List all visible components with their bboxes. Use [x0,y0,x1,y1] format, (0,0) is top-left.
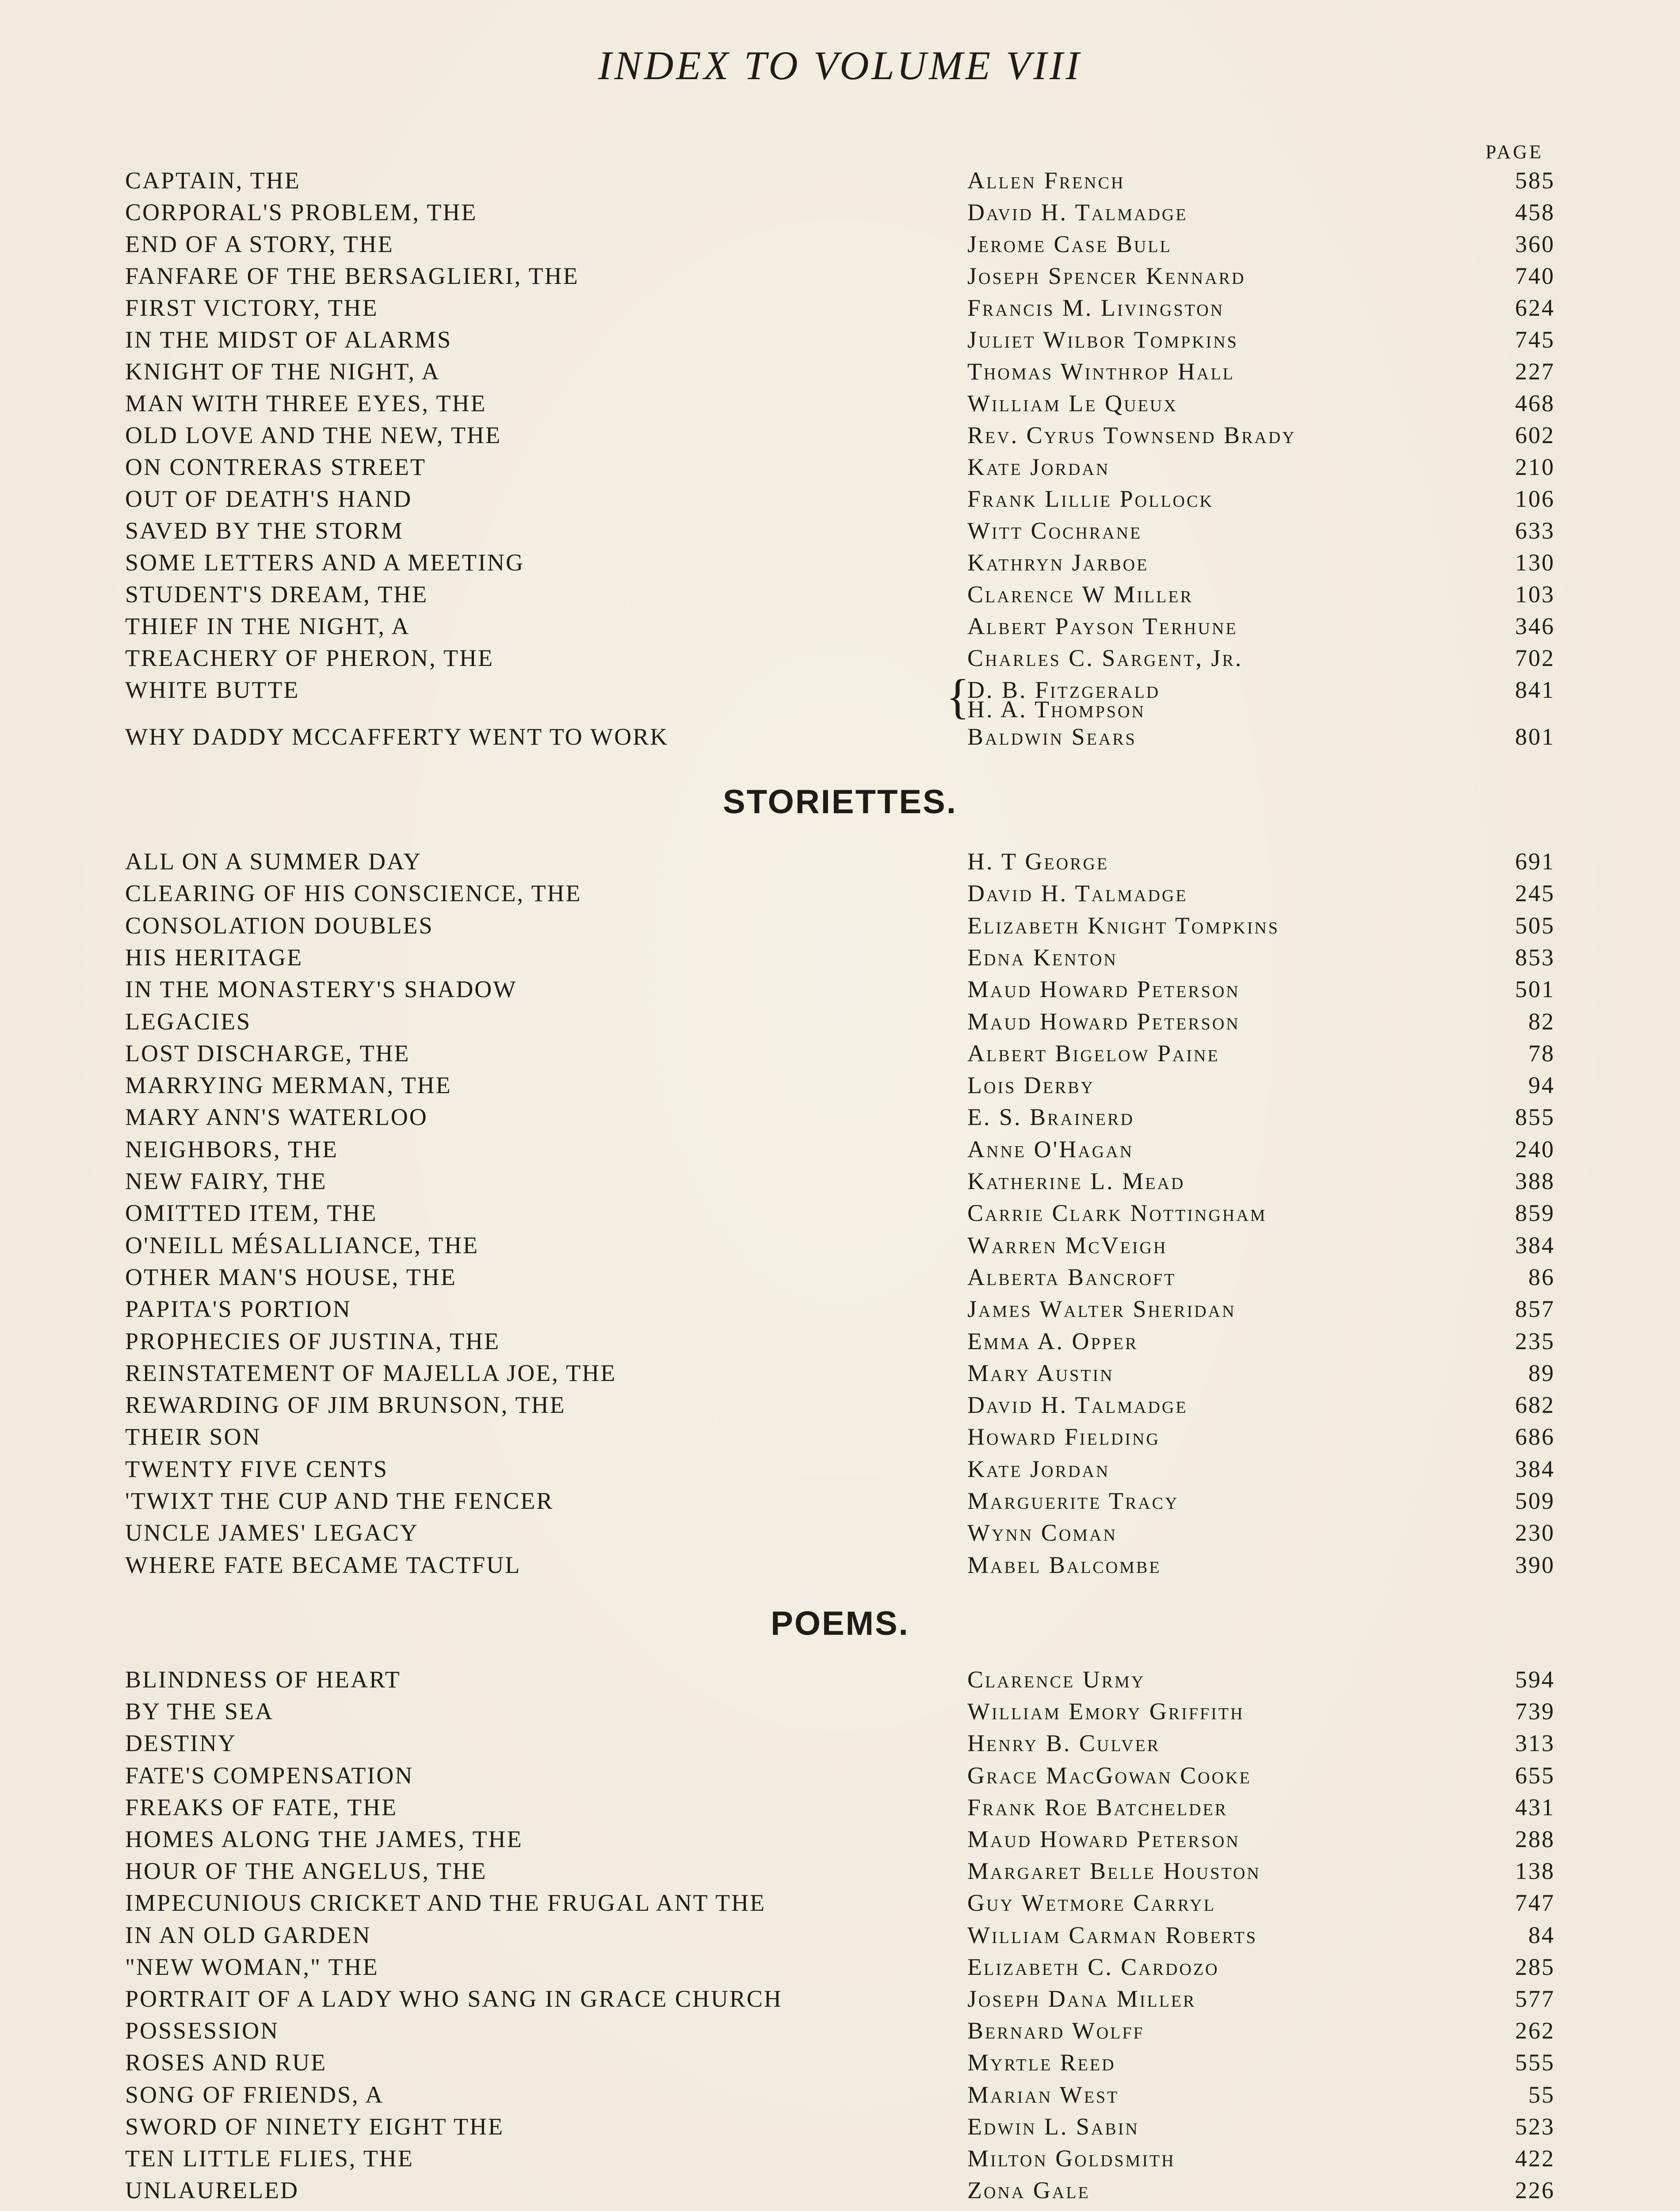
author-brace: { [946,669,971,723]
entry-author: Henry B. Culver [967,1730,1161,1757]
entry-author: Maud Howard Peterson [967,976,1240,1003]
index-entry [0,1421,1680,1453]
index-entry [0,1855,1680,1887]
index-entry [0,941,1680,973]
entry-author: Warren McVeigh [967,1232,1168,1259]
entry-page: 106 [1515,486,1555,512]
entry-author: Katherine L. Mead [967,1168,1185,1194]
entry-author: Edna Kenton [967,944,1118,971]
entry-page: 384 [1515,1455,1555,1482]
index-entry [0,1951,1680,1983]
entry-author: William Emory Griffith [967,1698,1245,1725]
index-entry [0,164,1680,196]
entry-title: O'NEILL MÉSALLIANCE, THE [125,1232,479,1259]
entry-author: H. T George [967,848,1109,875]
entry-page: 505 [1515,912,1555,939]
entry-title: THEIR SON [125,1423,261,1450]
entry-title: FREAKS OF FATE, THE [125,1794,398,1821]
entry-title: HIS HERITAGE [125,944,303,971]
index-entry [0,721,1680,753]
index-entry [0,1325,1680,1357]
index-entry [0,2079,1680,2111]
index-entry [0,292,1680,324]
entry-page: 585 [1515,167,1555,194]
index-entry [0,910,1680,941]
index-entry [0,669,1680,723]
entry-title: OMITTED ITEM, THE [125,1200,378,1227]
entry-page: 388 [1515,1168,1555,1194]
entry-author: Joseph Dana Miller [967,1985,1196,2012]
index-entry [0,1293,1680,1325]
entry-page: 240 [1515,1136,1555,1163]
entry-page: 84 [1528,1921,1555,1948]
entry-page: 602 [1515,422,1555,448]
entry-author: Juliet Wilbor Tompkins [967,326,1238,353]
entry-page: 89 [1528,1359,1555,1386]
entry-page: 94 [1528,1072,1555,1099]
entry-title: HOUR OF THE ANGELUS, THE [125,1858,487,1885]
index-entry [0,1069,1680,1101]
index-entry [0,2142,1680,2174]
index-entry [0,1887,1680,1919]
entry-page: 288 [1515,1826,1555,1852]
entry-author: Charles C. Sargent, Jr. [967,645,1243,671]
entry-title: LEGACIES [125,1008,251,1035]
entry-author: Lois Derby [967,1072,1095,1099]
entry-title: IN THE MIDST OF ALARMS [125,326,452,353]
entry-author: Frank Roe Batchelder [967,1794,1228,1821]
entry-title: BY THE SEA [125,1698,274,1725]
index-entry [0,610,1680,642]
entry-author: Allen French [967,167,1125,194]
entry-author: Alberta Bancroft [967,1263,1176,1290]
index-entry [0,1261,1680,1293]
entry-title: FATE'S COMPENSATION [125,1762,414,1789]
section-heading-storiettes: STORIETTES. [723,783,957,821]
entry-author: Frank Lillie Pollock [967,486,1214,512]
entry-title: FANFARE OF THE BERSAGLIERI, THE [125,263,579,289]
entry-page: 86 [1528,1263,1555,1290]
entry-author: Elizabeth C. Cardozo [967,1953,1219,1980]
entry-page: 857 [1515,1296,1555,1323]
index-entry [0,228,1680,260]
entry-author: E. S. Brainerd [967,1104,1134,1131]
entry-title: FIRST VICTORY, THE [125,295,378,321]
entry-page: 262 [1515,2017,1555,2044]
index-entry [0,2015,1680,2047]
section-heading-poems: POEMS. [771,1605,909,1642]
index-entry [0,1197,1680,1229]
entry-author: Emma A. Opper [967,1327,1138,1354]
index-entry [0,2111,1680,2142]
entry-title: HOMES ALONG THE JAMES, THE [125,1826,523,1852]
entry-author: James Walter Sheridan [967,1296,1236,1323]
entry-author: Bernard Wolff [967,2017,1145,2044]
entry-page: 346 [1515,613,1555,639]
entry-page: 682 [1515,1392,1555,1419]
index-entry [0,1549,1680,1581]
entry-author: Grace MacGowan Cooke [967,1762,1252,1789]
index-entry [0,877,1680,909]
index-entry [0,2174,1680,2206]
entry-page: 235 [1515,1327,1555,1354]
entry-author: Jerome Case Bull [967,231,1172,257]
entry-page: 594 [1515,1666,1555,1693]
entry-page: 702 [1515,645,1555,671]
entry-author: Rev. Cyrus Townsend Brady [967,422,1296,448]
index-entry [0,1485,1680,1517]
entry-author: Howard Fielding [967,1423,1160,1450]
entry-author: Mabel Balcombe [967,1551,1161,1578]
entry-author: Joseph Spencer Kennard [967,263,1246,289]
entry-title: REINSTATEMENT OF MAJELLA JOE, THE [125,1359,617,1386]
entry-author: Margaret Belle Houston [967,1858,1261,1885]
index-entry [0,324,1680,356]
page-title: INDEX TO VOLUME VIII [598,43,1082,88]
entry-page: 390 [1515,1551,1555,1578]
index-entry [0,260,1680,292]
index-entry [0,1453,1680,1485]
entry-page: 226 [1515,2177,1555,2204]
entry-title: BLINDNESS OF HEART [125,1666,401,1693]
entry-title: PROPHECIES OF JUSTINA, THE [125,1327,500,1354]
index-entry [0,1727,1680,1759]
entry-author-second: H. A. Thompson [967,696,1145,723]
entry-page: 245 [1515,880,1555,907]
entry-title: END OF A STORY, THE [125,231,394,257]
entry-title: KNIGHT OF THE NIGHT, A [125,358,440,385]
entry-title: SWORD OF NINETY EIGHT THE [125,2113,504,2140]
entry-title: REWARDING OF JIM BRUNSON, THE [125,1392,566,1419]
entry-page: 285 [1515,1953,1555,1980]
entry-author: Francis M. Livingston [967,295,1225,321]
entry-author: Myrtle Reed [967,2049,1116,2076]
entry-title: OUT OF DEATH'S HAND [125,486,412,512]
entry-page: 468 [1515,390,1555,417]
entry-page: 855 [1515,1104,1555,1131]
entry-page: 853 [1515,944,1555,971]
entry-author: William Carman Roberts [967,1921,1257,1948]
entry-title: UNCLE JAMES' LEGACY [125,1519,419,1546]
entry-page: 841 [1515,677,1555,703]
index-entry [0,1517,1680,1549]
entry-page: 103 [1515,581,1555,608]
index-entry [0,1664,1680,1695]
entry-page: 624 [1515,295,1555,321]
entry-author: Marguerite Tracy [967,1488,1179,1514]
index-entry [0,1229,1680,1261]
entry-author: Elizabeth Knight Tompkins [967,912,1279,939]
index-entry [0,845,1680,877]
entry-title: 'TWIXT THE CUP AND THE FENCER [125,1488,554,1514]
entry-title: WHERE FATE BECAME TACTFUL [125,1551,521,1578]
entry-page: 82 [1528,1008,1555,1035]
index-entry [0,1357,1680,1389]
entry-title: ROSES AND RUE [125,2049,327,2076]
entry-author: Thomas Winthrop Hall [967,358,1235,385]
index-entry [0,1919,1680,1951]
entry-page: 422 [1515,2145,1555,2172]
entry-page: 655 [1515,1762,1555,1789]
entry-author: David H. Talmadge [967,1392,1188,1419]
entry-title: CLEARING OF HIS CONSCIENCE, THE [125,880,582,907]
entry-title: "NEW WOMAN," THE [125,1953,379,1980]
entry-title: ON CONTRERAS STREET [125,454,427,480]
entry-page: 686 [1515,1423,1555,1450]
entry-author: Kate Jordan [967,454,1110,480]
entry-author: David H. Talmadge [967,199,1188,226]
entry-page: 509 [1515,1488,1555,1514]
entry-author: David H. Talmadge [967,880,1188,907]
entry-page: 555 [1515,2049,1555,2076]
entry-page: 577 [1515,1985,1555,2012]
entry-title: OLD LOVE AND THE NEW, THE [125,422,501,448]
entry-title: WHY DADDY MCCAFFERTY WENT TO WORK [125,723,669,750]
index-entry [0,1006,1680,1037]
entry-title: OTHER MAN'S HOUSE, THE [125,1263,457,1290]
entry-author: Milton Goldsmith [967,2145,1176,2172]
entry-title: SONG OF FRIENDS, A [125,2081,384,2108]
entry-title: UNLAURELED [125,2177,299,2204]
entry-title: MARY ANN'S WATERLOO [125,1104,428,1131]
entry-title: NEW FAIRY, THE [125,1168,327,1194]
entry-author: Clarence Urmy [967,1666,1145,1693]
entry-page: 130 [1515,549,1555,576]
entry-page: 740 [1515,263,1555,289]
entry-title: SOME LETTERS AND A MEETING [125,549,525,576]
entry-author: Kathryn Jarboe [967,549,1149,576]
entry-title: PORTRAIT OF A LADY WHO SANG IN GRACE CHURCH [125,1985,783,2012]
index-entry [0,1165,1680,1197]
entry-title: IMPECUNIOUS CRICKET AND THE FRUGAL ANT THE [125,1890,766,1916]
entry-author: Zona Gale [967,2177,1090,2204]
index-entry [0,1101,1680,1133]
entry-author: Anne O'Hagan [967,1136,1134,1163]
index-entry [0,2047,1680,2078]
index-entry [0,1791,1680,1823]
entry-title: POSSESSION [125,2017,279,2044]
entry-author: William Le Queux [967,390,1178,417]
entry-author: Maud Howard Peterson [967,1008,1240,1035]
entry-title: TWENTY FIVE CENTS [125,1455,388,1482]
index-entry [0,1133,1680,1165]
entry-page: 523 [1515,2113,1555,2140]
index-entry [0,973,1680,1005]
entry-page: 801 [1515,723,1555,750]
index-entry [0,578,1680,610]
entry-title: MAN WITH THREE EYES, THE [125,390,487,417]
entry-author: Clarence W Miller [967,581,1193,608]
entry-author: Carrie Clark Nottingham [967,1200,1267,1227]
entry-author: Edwin L. Sabin [967,2113,1139,2140]
entry-author: Albert Bigelow Paine [967,1040,1220,1067]
entry-page: 431 [1515,1794,1555,1821]
entry-page: 745 [1515,326,1555,353]
entry-author: Witt Cochrane [967,517,1142,544]
entry-author: Kate Jordan [967,1455,1110,1482]
index-entry [0,356,1680,387]
entry-author: Mary Austin [967,1359,1114,1386]
entry-page: 747 [1515,1890,1555,1916]
entry-page: 458 [1515,199,1555,226]
entry-author: Albert Payson Terhune [967,613,1238,639]
index-entry [0,1983,1680,2015]
entry-title: LOST DISCHARGE, THE [125,1040,410,1067]
entry-title: SAVED BY THE STORM [125,517,404,544]
entry-page: 691 [1515,848,1555,875]
entry-author: Marian West [967,2081,1119,2108]
entry-title: TEN LITTLE FLIES, THE [125,2145,414,2172]
entry-author: Baldwin Sears [967,723,1137,750]
entry-page: 360 [1515,231,1555,257]
index-entry [0,1037,1680,1069]
entry-page: 739 [1515,1698,1555,1725]
index-entry [0,1760,1680,1791]
index-entry [0,387,1680,419]
entry-title: THIEF IN THE NIGHT, A [125,613,410,639]
index-entry [0,483,1680,515]
entry-page: 633 [1515,517,1555,544]
entry-title: MARRYING MERMAN, THE [125,1072,452,1099]
index-entry [0,1823,1680,1855]
index-entry [0,1695,1680,1727]
index-entry [0,419,1680,451]
entry-title: CORPORAL'S PROBLEM, THE [125,199,477,226]
entry-title: NEIGHBORS, THE [125,1136,339,1163]
entry-page: 501 [1515,976,1555,1003]
page-column-label: PAGE [1485,141,1543,163]
entry-page: 859 [1515,1200,1555,1227]
index-entry [0,451,1680,483]
entry-title: IN THE MONASTERY'S SHADOW [125,976,517,1003]
entry-page: 78 [1528,1040,1555,1067]
entry-title: CAPTAIN, THE [125,167,301,194]
entry-author: Wynn Coman [967,1519,1117,1546]
entry-page: 384 [1515,1232,1555,1259]
entry-title: ALL ON A SUMMER DAY [125,848,422,875]
entry-page: 230 [1515,1519,1555,1546]
entry-title: DESTINY [125,1730,237,1757]
index-entry [0,547,1680,578]
entry-page: 138 [1515,1858,1555,1885]
entry-author: Maud Howard Peterson [967,1826,1240,1852]
entry-title: PAPITA'S PORTION [125,1296,351,1323]
index-entry [0,515,1680,547]
entry-page: 55 [1528,2081,1555,2108]
index-entry [0,196,1680,228]
entry-page: 227 [1515,358,1555,385]
entry-title: WHITE BUTTE [125,677,300,703]
entry-title: STUDENT'S DREAM, THE [125,581,428,608]
entry-title: CONSOLATION DOUBLES [125,912,434,939]
entry-author: Guy Wetmore Carryl [967,1890,1216,1916]
entry-author: D. B. Fitzgerald [967,677,1161,703]
entry-title: TREACHERY OF PHERON, THE [125,645,494,671]
index-entry [0,642,1680,674]
entry-page: 313 [1515,1730,1555,1757]
entry-title: IN AN OLD GARDEN [125,1921,371,1948]
index-entry [0,1389,1680,1421]
entry-page: 210 [1515,454,1555,480]
